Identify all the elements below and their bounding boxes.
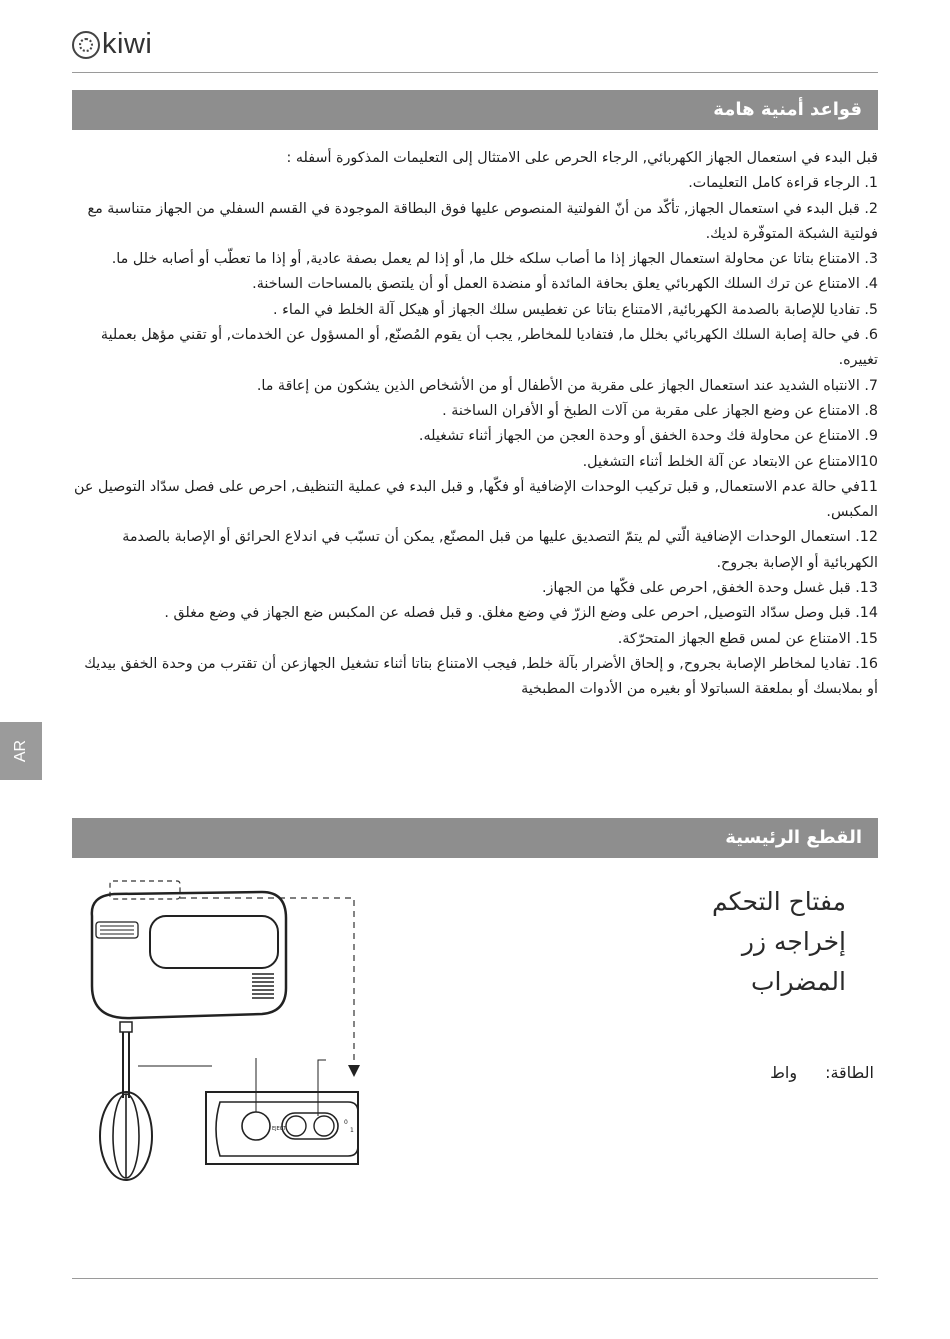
safety-item: 6. في حالة إصابة السلك الكهربائي بخلل ما, فتفاديا للمخاطر, يجب أن يقوم المُصنّع, أو المسؤول عن الخدمات, أو تقني مؤهل بعملية تغييره. [100,327,878,369]
section-heading-parts: القطع الرئيسية [72,818,878,858]
safety-item: 10الامتناع عن الابتعاد عن آلة الخلط أثناء التشغيل. [582,453,878,470]
part-label-beater: المضراب [751,967,846,996]
safety-item: 9. الامتناع عن محاولة فك وحدة الخفق أو وحدة العجن من الجهاز أثناء تشغيله. [418,428,878,445]
part-label-eject-button: إخراجه زر [741,927,846,956]
safety-item: 7. الانتباه الشديد عند استعمال الجهاز على مقربة من الأطفال أو من الأشخاص الذين يشكون من إعاقة ما. [256,377,878,394]
header-divider [72,72,878,73]
switch-mark-eject: EJECT [272,1126,287,1132]
beater [100,1022,212,1180]
mixer-body [92,892,286,1018]
switch-mark-off: 0 [344,1119,348,1126]
switch-panel-top-view [206,1058,358,1164]
safety-item: 16. تفاديا لمخاطر الإصابة بجروح, و إلحاق الأضرار بآلة خلط, فيجب الامتناع بتاتا أثناء تشغيل الجهازعن أن تقترب من وحدة الخفق بيديك أو بملابسك أو بملعقة السباتولا أو بغيره من الأدوات المطبخية [84,655,878,698]
safety-item: 5. تفاديا للإصابة بالصدمة الكهربائية, الامتناع بتاتا عن تغطيس سلك الجهاز أو هيكل آلة الخلط في الماء . [273,301,878,318]
kiwi-logo-icon [72,31,100,59]
language-label: AR [11,739,29,763]
brand-name: kiwi [102,28,153,60]
part-label-control-switch: مفتاح التحكم [712,887,846,916]
brand-logo [72,30,152,59]
section-heading-safety: قواعد أمنية هامة [72,90,878,130]
safety-item: 4. الامتناع عن ترك السلك الكهربائي يعلق بحافة المائدة أو منضدة العمل أو أن يلتصق بالمساحات الساخنة. [252,276,878,293]
safety-item: 12. استعمال الوحدات الإضافية الّتي لم يتمّ التصديق عليها من قبل المصنّع, يمكن أن تسبّب في اندلاع الحرائق أو الإصابة بالصدمة الكهربائية أو الإصابة بجروح. [122,529,878,571]
safety-item: 15. الامتناع عن لمس قطع الجهاز المتحرّكة. [617,630,878,647]
ejector-button-outline [110,881,180,899]
power-unit: واط [770,1063,798,1082]
footer-divider [72,1278,878,1279]
safety-item: 8. الامتناع عن وضع الجهاز على مقربة من آلات الطبخ أو الأفران الساخنة . [442,402,878,419]
safety-item: 2. قبل البدء في استعمال الجهاز, تأكّد من أنّ الفولتية المنصوص عليها فوق البطاقة الموجودة في القسم السفلي من الجهاز متناسبة مع فولتية الشبكة المتوفّرة لديك. [87,200,878,242]
safety-item: 13. قبل غسل وحدة الخفق, احرص على فكّها من الجهاز. [541,580,878,597]
language-tab [0,722,42,780]
safety-instructions [74,146,878,703]
safety-item: 14. قبل وصل سدّاد التوصيل, احرص على وضع الزرّ في وضع مغلق. و قبل فصله عن المكبس ضع الجهاز في وضع مغلق . [164,605,878,622]
hand-mixer-diagram [72,876,372,1206]
safety-item: 3. الامتناع بتاتا عن محاولة استعمال الجهاز إذا ما أصاب سلكه خلل ما, أو إذا لم يعمل بصفة عادية, أو إذا ما تعطّب أو أصابه خلل ما. [111,251,878,268]
safety-item: 1. الرجاء قراءة كامل التعليمات. [688,175,878,192]
safety-item: 11في حالة عدم الاستعمال, و قبل تركيب الوحدات الإضافية أو فكّها, و قبل البدء في عملية التنظيف, احرص على فصل سدّاد التوصيل عن المكبس. [74,478,878,521]
safety-intro: قبل البدء في استعمال الجهاز الكهربائي, الرجاء الحرص على الامتثال إلى التعليمات المذكورة أسفله : [286,150,878,166]
ejector-leader-line [180,898,360,1077]
parts-labels [712,882,846,1002]
switch-mark-on: 1 [350,1127,354,1134]
power-label: الطاقة: [825,1063,874,1082]
power-rating [770,1063,874,1082]
